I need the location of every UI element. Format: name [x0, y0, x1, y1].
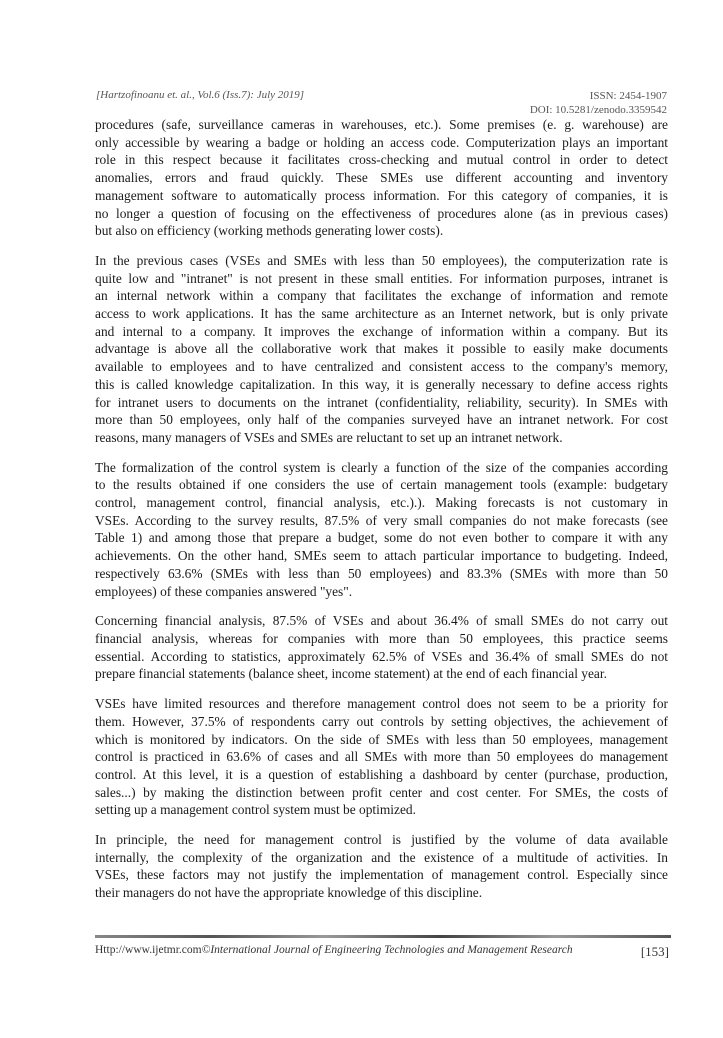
footer-source	[95, 944, 573, 960]
text-line: respectively 63.6% (SMEs with less than 50 employees) and 83.3% (SMEs with more than 50	[95, 565, 668, 581]
text-line: Table 1) and among those that prepare a budget, some do not even bother to compare it with any	[95, 530, 668, 546]
document-body	[95, 116, 668, 914]
text-line: this is called knowledge capitalization. In this way, it is generally necessary to define access rights	[95, 376, 668, 392]
text-line: prepare financial statements (balance sheet, income statement) at the end of each financial year.	[95, 666, 607, 682]
paragraph	[95, 459, 668, 601]
text-line: quite low and "intranet" is not present in these small entities. For information purposes, intranet is	[95, 270, 668, 286]
journal-url[interactable]: Http://www.ijetmr.com	[95, 944, 202, 956]
text-line: which is monitored by indicators. On the side of SMEs with less than 50 employees, management	[95, 731, 668, 747]
text-line: procedures (safe, surveillance cameras in warehouses, etc.). Some premises (e. g. warehouse) are	[95, 117, 668, 132]
text-line: them. However, 37.5% of respondents carry out controls by setting objectives, the achievement of	[95, 713, 668, 729]
paragraph	[95, 612, 668, 683]
text-line: In principle, the need for management control is justified by the volume of data available	[95, 832, 668, 848]
text-line: but also on efficiency (working methods generating lower costs).	[95, 223, 444, 239]
text-line: only accessible by wearing a badge or holding an access code. Computerization plays an important	[95, 134, 668, 150]
text-line: advantage is above all the collaborative work that makes it possible to easily make documents	[95, 341, 668, 357]
page-number: [153]	[640, 944, 669, 959]
text-line: control. At this level, it is a question of establishing a dashboard by center (purchase, production,	[95, 766, 668, 782]
text-line: essential. According to statistics, approximately 62.5% of VSEs and 36.4% of small SMEs do not	[95, 648, 668, 664]
text-line: an internal network within a company that facilitates the exchange of information and remote	[95, 288, 668, 304]
journal-name: ©International Journal of Engineering Technologies and Management Research	[201, 944, 573, 956]
text-line: employees) of these companies answered "yes".	[95, 583, 353, 599]
text-line: access to work applications. It has the same architecture as an Internet network, but is only private	[95, 306, 668, 322]
text-line: VSEs. According to the survey results, 87.5% of very small companies do not make forecasts (see	[95, 512, 668, 528]
text-line: sales...) by making the distinction between profit center and cost center. For SMEs, the costs of	[95, 784, 668, 800]
text-line: achievements. On the other hand, SMEs seem to attach particular importance to budgeting. Indeed,	[95, 548, 668, 564]
issn: ISSN: 2454-1907	[589, 90, 667, 102]
text-line: and internal to a company. It improves the exchange of information within a company. But its	[95, 323, 668, 339]
text-line: internally, the complexity of the organization and the existence of a multitude of activities. In	[95, 849, 668, 865]
text-line: financial analysis, whereas for companies with more than 50 employees, this practice seems	[95, 630, 668, 646]
text-line: The formalization of the control system is clearly a function of the size of the companies according	[95, 459, 668, 475]
paragraph	[95, 116, 668, 240]
running-header-citation: [Hartzofinoanu et. al., Vol.6 (Iss.7): July 2019]	[96, 89, 305, 101]
footer-rule	[95, 935, 671, 938]
text-line: VSEs, these factors may not justify the implementation of management control. Especially since	[95, 867, 668, 883]
text-line: available to employees and to have centralized and consistent access to the company's memory,	[95, 359, 668, 375]
text-line: to the results obtained if one considers the use of certain management tools (example: budgetary	[95, 477, 668, 493]
text-line: their managers do not have the appropriate knowledge of this discipline.	[95, 885, 483, 901]
page-footer	[95, 944, 669, 960]
text-line: setting up a management control system must be optimized.	[95, 802, 416, 818]
text-line: anomalies, errors and fraud quickly. These SMEs use different accounting and inventory	[95, 170, 668, 186]
text-line: for intranet users to documents on the intranet (confidentiality, reliability, security). In SMEs with	[95, 394, 668, 410]
text-line: more than 50 employees, only half of the companies surveyed have an intranet network. For cost	[95, 412, 668, 428]
doi: DOI: 10.5281/zenodo.3359542	[529, 104, 667, 116]
text-line: reasons, many managers of VSEs and SMEs are reluctant to set up an intranet network.	[95, 429, 563, 445]
paragraph	[95, 695, 668, 819]
text-line: control is practiced in 63.6% of cases and all SMEs with more than 50 employees do management	[95, 749, 668, 765]
text-line: management software to automatically process information. For this category of companies, it is	[95, 187, 668, 203]
paragraph	[95, 831, 668, 902]
text-line: VSEs have limited resources and therefore management control does not seem to be a priority for	[95, 696, 668, 712]
text-line: Concerning financial analysis, 87.5% of VSEs and about 36.4% of small SMEs do not carry out	[95, 613, 668, 629]
text-line: control, management control, financial analysis, etc.).). Making forecasts is not customary in	[95, 495, 668, 511]
running-header-identifiers	[530, 89, 667, 117]
text-line: no longer a question of focusing on the effectiveness of procedures alone (as in previous cases)	[95, 205, 668, 221]
paragraph	[95, 252, 668, 447]
text-line: role in this respect because it facilitates cross-checking and mutual control in order to detect	[95, 152, 668, 168]
text-line: In the previous cases (VSEs and SMEs with less than 50 employees), the computerization rate is	[95, 252, 668, 268]
